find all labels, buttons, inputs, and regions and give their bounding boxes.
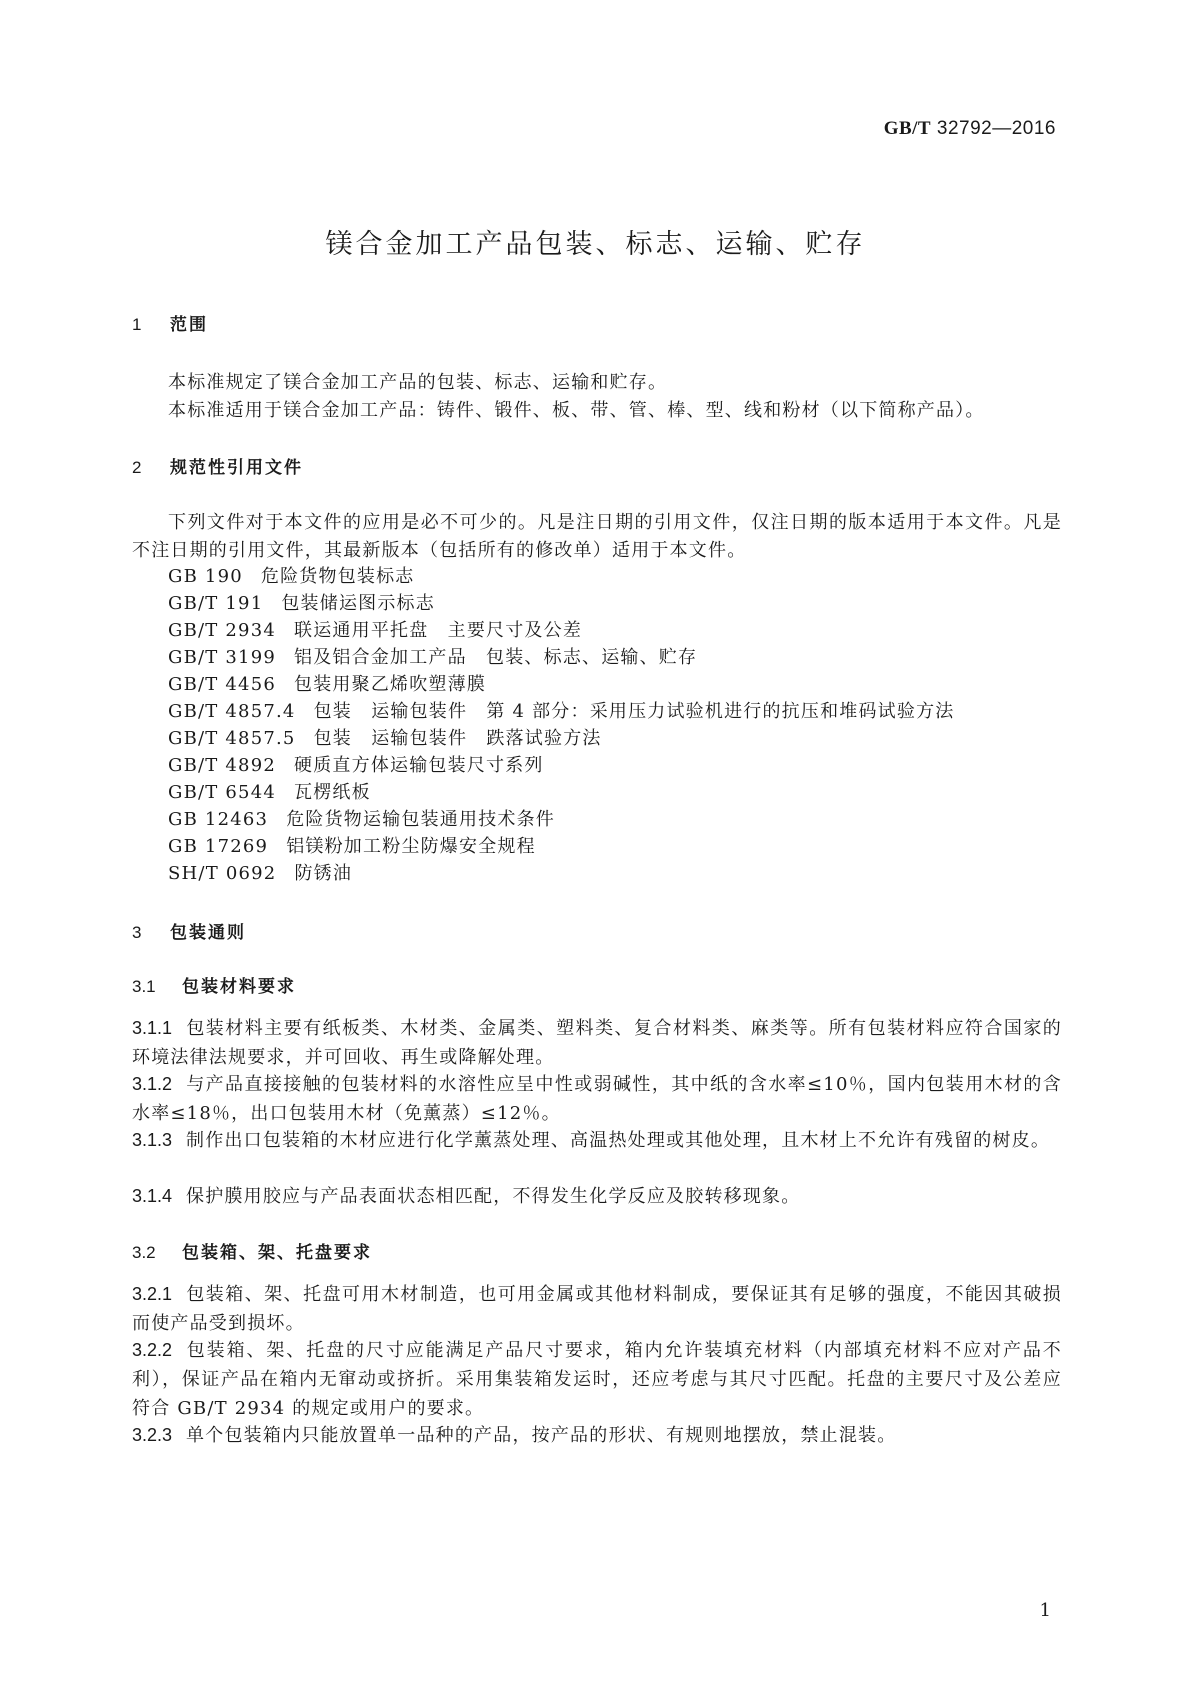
section-title: 包装通则: [170, 923, 246, 943]
reference-code: GB/T 4456: [168, 674, 277, 695]
standard-code: [884, 118, 1056, 140]
clause-text: 保护膜用胶应与产品表面状态相匹配，不得发生化学反应及胶转移现象。: [186, 1186, 801, 1207]
clause-number: 3.1.2: [132, 1074, 173, 1094]
clause-text: 与产品直接接触的包装材料的水溶性应呈中性或弱碱性，其中纸的含水率≤10％，国内包装用木材的含水率≤18％，出口包装用木材（免薰蒸）≤12％。: [132, 1074, 1062, 1124]
clause-3-2-3: [132, 1421, 1062, 1450]
section-3-1-heading: [132, 972, 296, 997]
clause-number: 3.2.2: [132, 1340, 173, 1360]
clause-3-2-2: [132, 1336, 1062, 1423]
reference-item: [168, 698, 955, 725]
reference-name: 包装 运输包装件 第 4 部分：采用压力试验机进行的抗压和堆码试验方法: [313, 701, 955, 722]
reference-item: [168, 806, 555, 833]
reference-name: 瓦楞纸板: [294, 782, 371, 803]
reference-name: 铝及铝合金加工产品 包装、标志、运输、贮存: [294, 647, 698, 668]
reference-item: [168, 671, 486, 698]
reference-name: 硬质直方体运输包装尺寸系列: [294, 755, 544, 776]
reference-item: [168, 644, 697, 671]
reference-name: 包装 运输包装件 跌落试验方法: [313, 728, 602, 749]
clause-3-1-3: [132, 1126, 1062, 1155]
reference-code: GB/T 3199: [168, 647, 277, 668]
section-1-para-2: 本标准适用于镁合金加工产品：铸件、锻件、板、带、管、棒、型、线和粉材（以下简称产品）。: [168, 400, 985, 421]
clause-number: 3.2.3: [132, 1425, 173, 1445]
section-2-intro: 下列文件对于本文件的应用是必不可少的。凡是注日期的引用文件，仅注日期的版本适用于本文件。凡是不注日期的引用文件，其最新版本（包括所有的修改单）适用于本文件。: [132, 512, 1062, 561]
section-1-para-1: 本标准规定了镁合金加工产品的包装、标志、运输和贮存。: [168, 372, 668, 393]
clause-text: 单个包装箱内只能放置单一品种的产品，按产品的形状、有规则地摆放，禁止混装。: [186, 1425, 897, 1446]
section-number: 3.1: [132, 977, 156, 996]
clause-text: 制作出口包装箱的木材应进行化学薰蒸处理、高温热处理或其他处理，且木材上不允许有残留的树皮。: [186, 1130, 1051, 1151]
reference-item: [168, 779, 371, 806]
clause-text: 包装箱、架、托盘的尺寸应能满足产品尺寸要求，箱内允许装填充材料（内部填充材料不应对产品不利），保证产品在箱内无窜动或挤折。采用集装箱发运时，还应考虑与其尺寸匹配。托盘的主要尺寸及公差应符合 GB/T 2934 的规定或用户的要求。: [132, 1340, 1062, 1419]
section-title: 包装箱、架、托盘要求: [182, 1243, 372, 1263]
reference-name: 铝镁粉加工粉尘防爆安全规程: [286, 836, 536, 857]
reference-code: GB 12463: [168, 809, 269, 830]
section-3-2-heading: [132, 1238, 372, 1263]
clause-text: 包装箱、架、托盘可用木材制造，也可用金属或其他材料制成，要保证其有足够的强度，不能因其破损而使产品受到损坏。: [132, 1284, 1062, 1334]
clause-3-1-2: [132, 1070, 1062, 1128]
reference-name: 危险货物运输包装通用技术条件: [286, 809, 556, 830]
reference-name: 包装用聚乙烯吹塑薄膜: [294, 674, 487, 695]
section-number: 3.2: [132, 1243, 156, 1262]
section-title: 规范性引用文件: [170, 458, 303, 478]
reference-code: GB/T 4857.4: [168, 701, 296, 722]
reference-name: 包装储运图示标志: [281, 593, 435, 614]
clause-3-1-4: [132, 1182, 1062, 1211]
section-number: 2: [132, 458, 144, 477]
clause-number: 3.1.4: [132, 1186, 173, 1206]
reference-code: GB/T 191: [168, 593, 264, 614]
reference-code: GB/T 4892: [168, 755, 277, 776]
reference-item: [168, 833, 536, 860]
reference-item: [168, 617, 582, 644]
section-number: 3: [132, 923, 144, 942]
clause-text: 包装材料主要有纸板类、木材类、金属类、塑料类、复合材料类、麻类等。所有包装材料应符合国家的环境法律法规要求，并可回收、再生或降解处理。: [132, 1018, 1062, 1068]
reference-name: 防锈油: [294, 863, 353, 884]
reference-item: [168, 725, 602, 752]
reference-item: [168, 860, 352, 887]
reference-code: GB/T 6544: [168, 782, 277, 803]
reference-name: 联运通用平托盘 主要尺寸及公差: [294, 620, 583, 641]
reference-code: GB/T 4857.5: [168, 728, 296, 749]
clause-number: 3.1.1: [132, 1018, 173, 1038]
clause-3-2-1: [132, 1280, 1062, 1338]
reference-code: GB 190: [168, 566, 243, 587]
clause-number: 3.1.3: [132, 1130, 173, 1150]
reference-item: [168, 590, 435, 617]
document-title: 镁合金加工产品包装、标志、运输、贮存: [325, 229, 866, 260]
reference-item: [168, 752, 544, 779]
reference-item: [168, 563, 415, 590]
reference-code: GB 17269: [168, 836, 269, 857]
section-title: 包装材料要求: [182, 977, 296, 997]
section-title: 范围: [170, 315, 208, 335]
section-3-heading: [132, 918, 246, 943]
reference-name: 危险货物包装标志: [260, 566, 415, 587]
section-2-heading: [132, 453, 303, 478]
page-number: 1: [1039, 1600, 1051, 1621]
clause-3-1-1: [132, 1014, 1062, 1072]
section-1-heading: [132, 310, 208, 335]
reference-code: GB/T 2934: [168, 620, 277, 641]
standard-number: 32792—2016: [936, 118, 1056, 139]
standard-prefix: GB/T: [883, 118, 932, 139]
reference-code: SH/T 0692: [168, 863, 277, 884]
section-number: 1: [132, 315, 144, 334]
clause-number: 3.2.1: [132, 1284, 173, 1304]
